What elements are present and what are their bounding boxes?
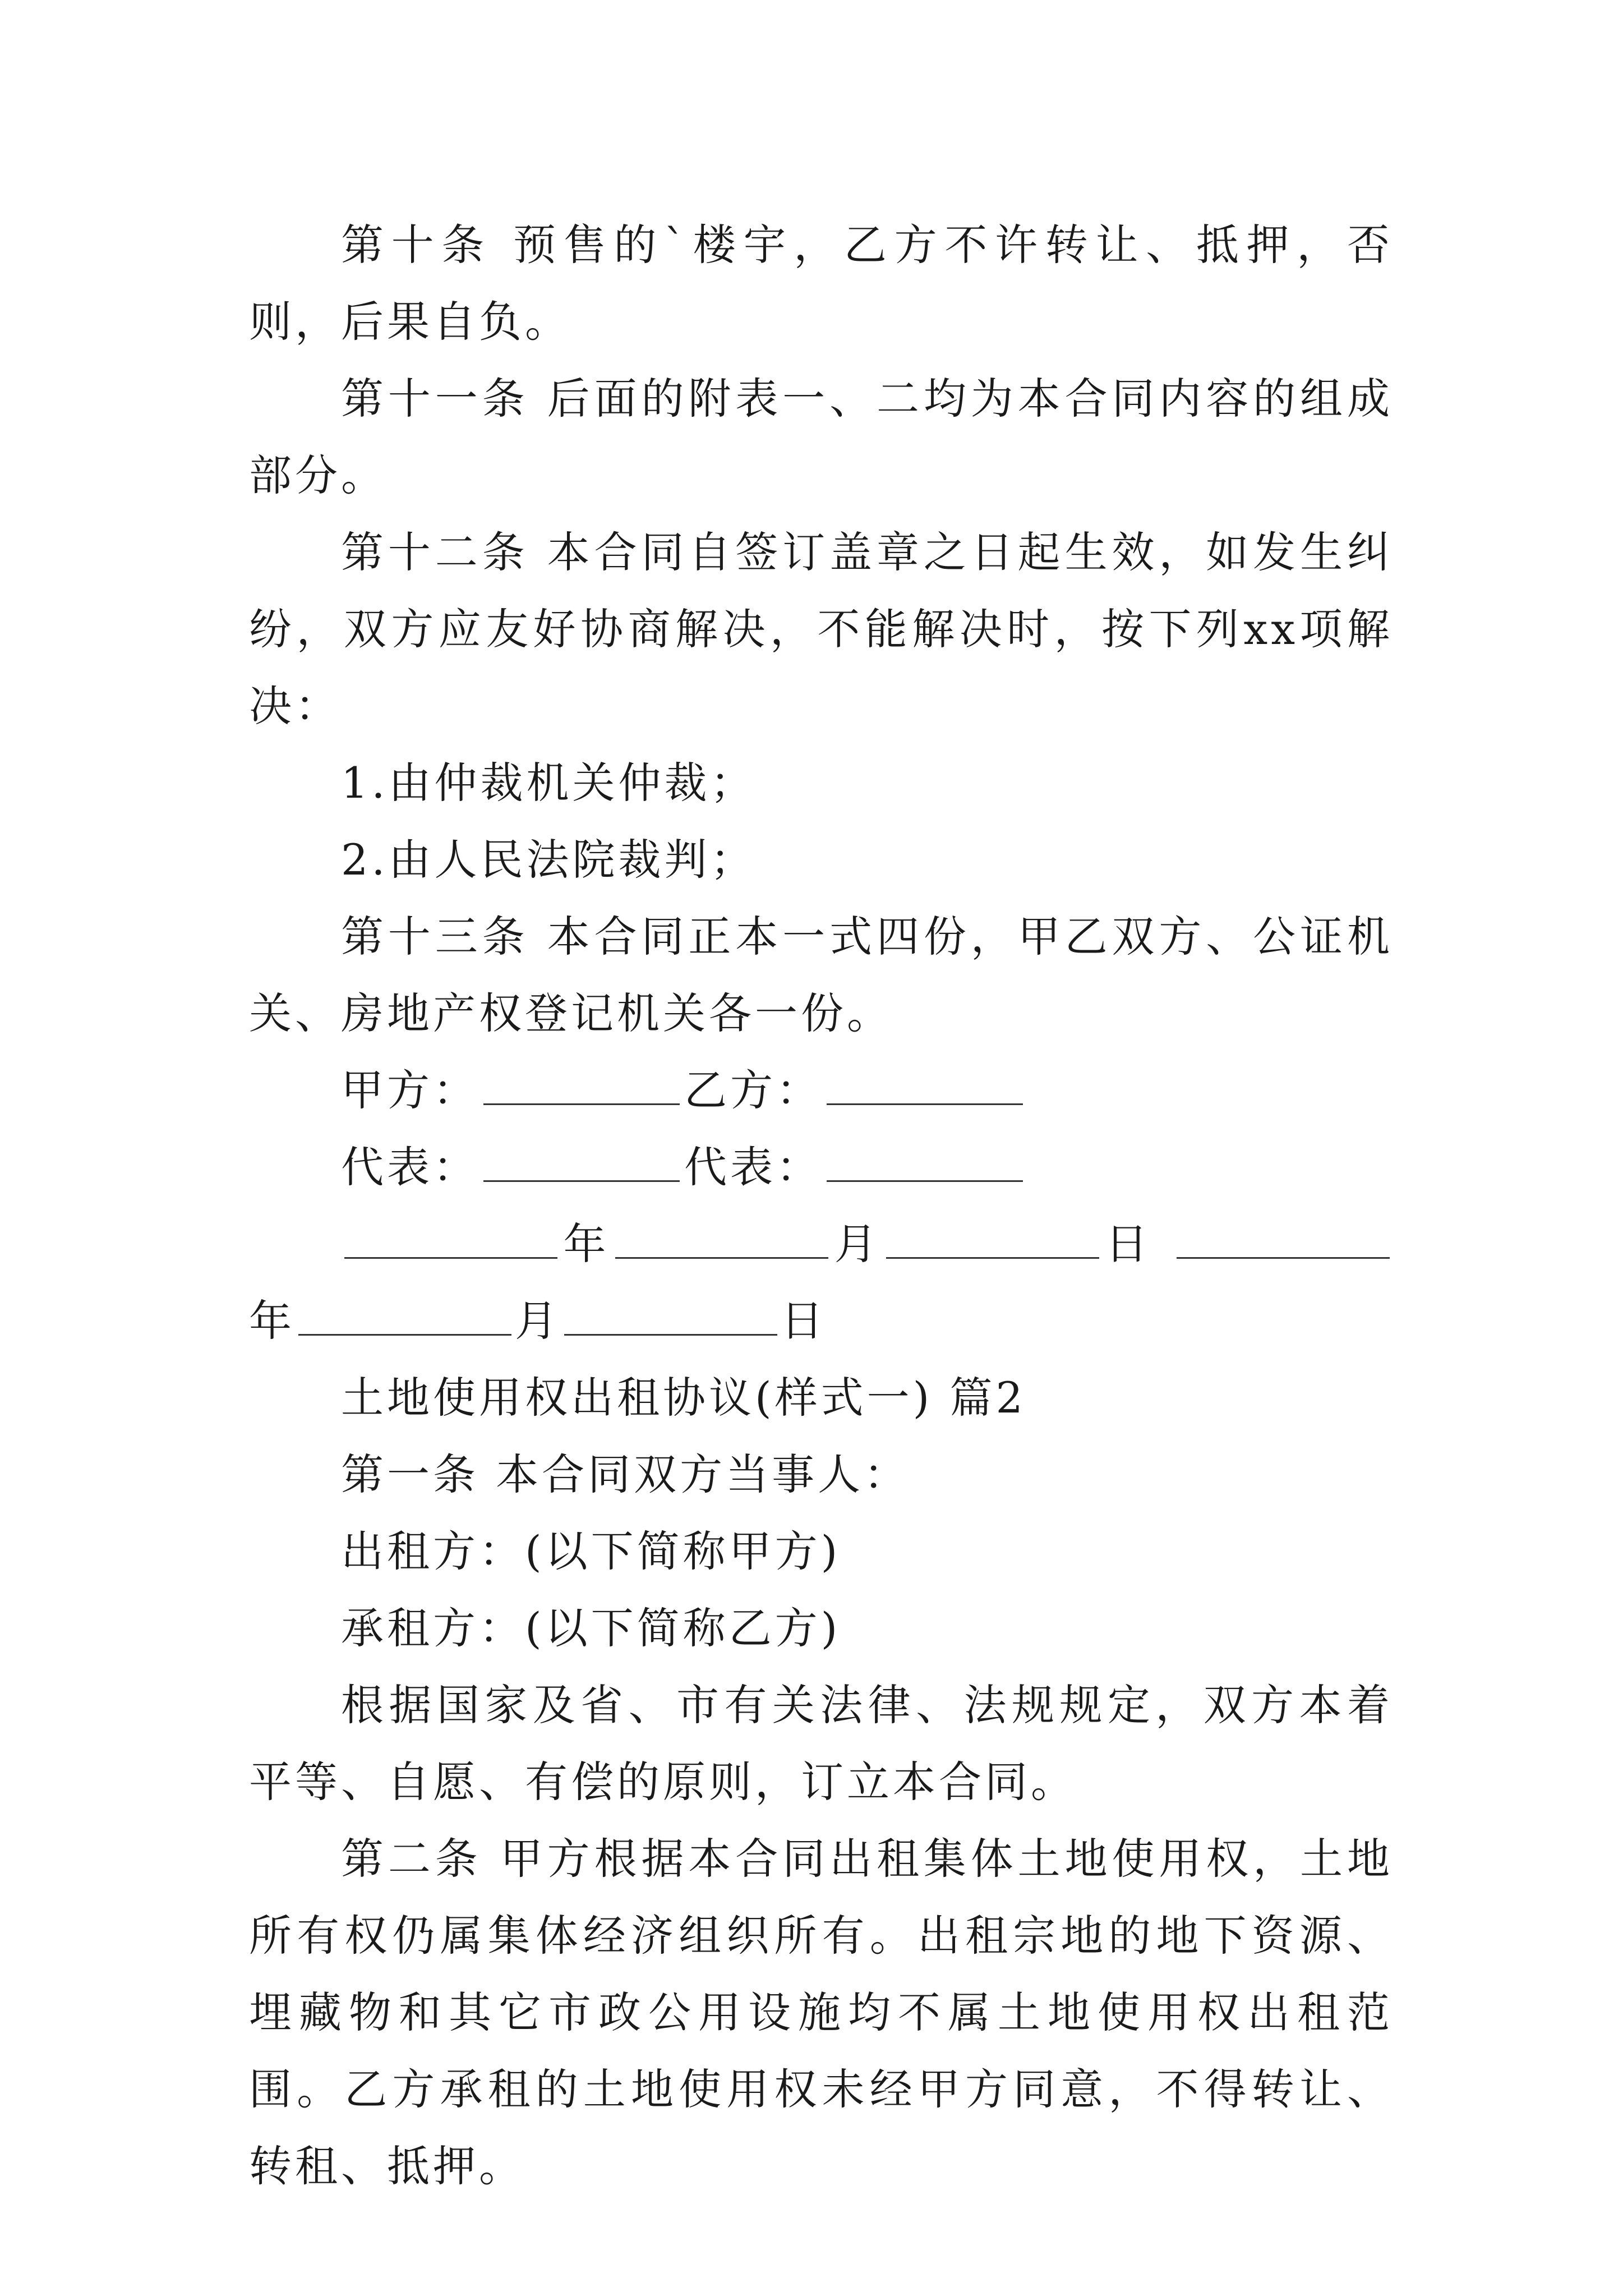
date-a-day: 日 [1103, 1219, 1154, 1269]
rep-b-blank [827, 1141, 1023, 1182]
date-b-day-blank [564, 1295, 777, 1336]
rep-a-blank [483, 1141, 680, 1182]
signature-representatives-line [249, 1129, 1393, 1205]
date-a-year: 年 [561, 1219, 612, 1269]
section-2-clause-1: 第一条 本合同双方当事人： [341, 1450, 910, 1499]
party-b-label: 乙方： [684, 1065, 822, 1115]
party-a-label: 甲方： [341, 1065, 479, 1115]
date-b-month-blank [298, 1295, 511, 1336]
dispute-option-2: 2.由人民法院裁判； [341, 835, 757, 885]
date-a-month-blank [615, 1218, 828, 1259]
date-a-month: 月 [832, 1219, 883, 1269]
party-a-blank [483, 1064, 680, 1105]
clause-12: 第十二条 本合同自签订盖章之日起生效，如发生纠纷，双方应友好协商解决，不能解决时，按下列xx项解决： [249, 527, 1393, 731]
document-body [249, 206, 1393, 2205]
rep-a-label: 代表： [341, 1142, 479, 1192]
dispute-option-1: 1.由仲裁机关仲裁； [341, 758, 757, 808]
date-b-month: 月 [515, 1296, 561, 1346]
lessor-line: 出租方：(以下简称甲方) [341, 1526, 841, 1576]
section-2-title: 土地使用权出租协议(样式一) 篇2 [341, 1373, 1026, 1423]
date-lines [249, 1205, 1393, 1359]
date-a-year-blank [344, 1218, 557, 1259]
legal-basis: 根据国家及省、市有关法律、法规规定，双方本着平等、自愿、有偿的原则，订立本合同。 [249, 1680, 1393, 1807]
party-b-blank [827, 1064, 1023, 1105]
date-a-day-blank [886, 1218, 1099, 1259]
lessee-line: 承租方：(以下简称乙方) [341, 1603, 841, 1653]
date-b-year: 年 [249, 1296, 295, 1346]
signature-parties-line [249, 1052, 1393, 1129]
rep-b-label: 代表： [684, 1142, 822, 1192]
date-b-year-blank [1177, 1218, 1390, 1259]
clause-10: 第十条 预售的`楼宇，乙方不许转让、抵押，否则，后果自负。 [249, 220, 1393, 347]
clause-13: 第十三条 本合同正本一式四份，甲乙双方、公证机关、房地产权登记机关各一份。 [249, 912, 1393, 1038]
date-b-day: 日 [781, 1296, 827, 1346]
section-2-clause-2: 第二条 甲方根据本合同出租集体土地使用权，土地所有权仍属集体经济组织所有。出租宗地的地下资源、埋藏物和其它市政公用设施均不属土地使用权出租范围。乙方承租的土地使用权未经甲方同意，不得转让、转租、抵押。 [249, 1834, 1393, 2191]
clause-11: 第十一条 后面的附表一、二均为本合同内容的组成部分。 [249, 374, 1393, 500]
